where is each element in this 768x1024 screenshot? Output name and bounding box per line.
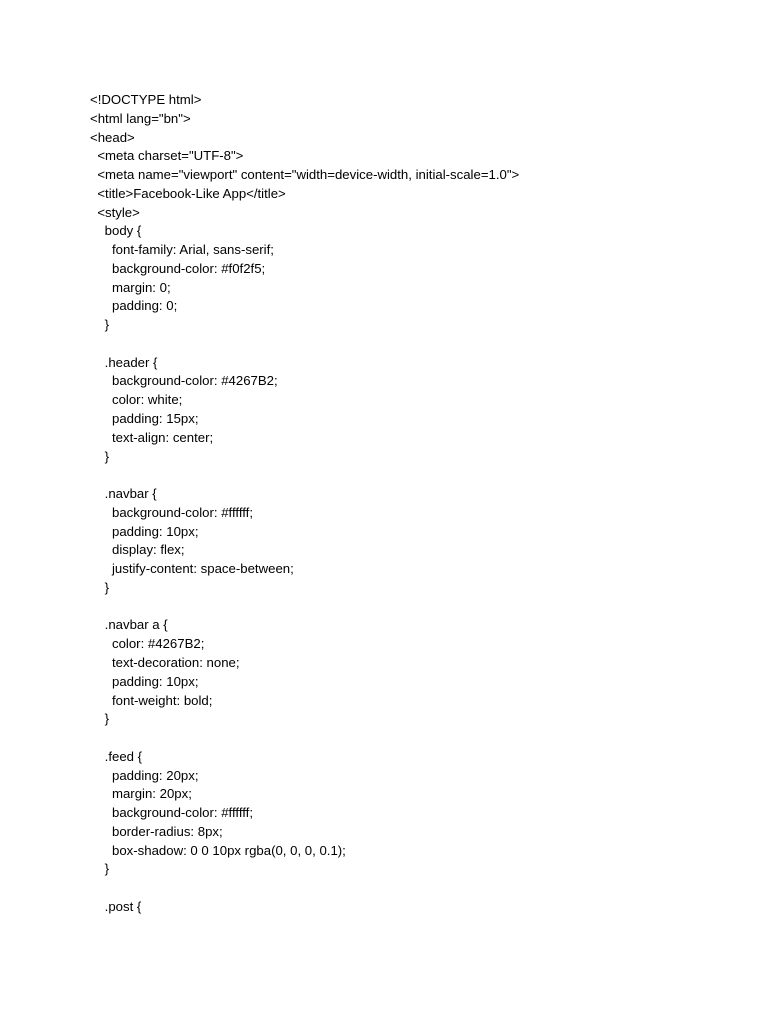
code-line: .navbar { bbox=[90, 486, 157, 502]
code-line: background-color: #ffffff; bbox=[90, 504, 253, 520]
code-line bbox=[90, 598, 730, 617]
code-line: padding: 20px; bbox=[90, 767, 199, 783]
code-line: border-radius: 8px; bbox=[90, 823, 223, 839]
code-line: color: white; bbox=[90, 392, 183, 408]
code-line: } bbox=[90, 579, 110, 595]
code-line: font-weight: bold; bbox=[90, 692, 213, 708]
code-line: padding: 15px; bbox=[90, 411, 199, 427]
code-line bbox=[90, 466, 730, 485]
code-line: text-decoration: none; bbox=[90, 654, 240, 670]
code-line: padding: 0; bbox=[90, 298, 178, 314]
code-line: margin: 20px; bbox=[90, 786, 192, 802]
code-line: background-color: #4267B2; bbox=[90, 373, 278, 389]
code-line: padding: 10px; bbox=[90, 523, 199, 539]
code-line: box-shadow: 0 0 10px rgba(0, 0, 0, 0.1); bbox=[90, 842, 346, 858]
code-line: } bbox=[90, 711, 110, 727]
code-line bbox=[90, 879, 730, 898]
code-line: } bbox=[90, 317, 110, 333]
code-line: .navbar a { bbox=[90, 617, 168, 633]
code-line: <!DOCTYPE html> bbox=[90, 92, 202, 107]
code-line bbox=[90, 729, 730, 748]
code-line: background-color: #ffffff; bbox=[90, 805, 253, 821]
code-line: background-color: #f0f2f5; bbox=[90, 260, 266, 276]
code-line: justify-content: space-between; bbox=[90, 561, 294, 577]
code-line: .post { bbox=[90, 898, 142, 914]
code-line: <head> bbox=[90, 129, 135, 145]
code-line: text-align: center; bbox=[90, 429, 214, 445]
code-line: } bbox=[90, 448, 110, 464]
code-line: <style> bbox=[90, 204, 140, 220]
code-line bbox=[90, 335, 730, 354]
code-line: <meta name="viewport" content="width=device-width, initial-scale=1.0"> bbox=[90, 167, 520, 183]
code-line: font-family: Arial, sans-serif; bbox=[90, 242, 274, 258]
code-line: body { bbox=[90, 223, 142, 239]
code-line: .feed { bbox=[90, 748, 143, 764]
code-line: <title>Facebook-Like App</title> bbox=[90, 185, 286, 201]
code-line: <html lang="bn"> bbox=[90, 110, 191, 126]
code-listing bbox=[90, 91, 730, 917]
code-line: color: #4267B2; bbox=[90, 636, 205, 652]
code-line: display: flex; bbox=[90, 542, 185, 558]
code-line: .header { bbox=[90, 354, 158, 370]
code-line: padding: 10px; bbox=[90, 673, 199, 689]
code-line: margin: 0; bbox=[90, 279, 171, 295]
code-line: } bbox=[90, 861, 110, 877]
code-line: <meta charset="UTF-8"> bbox=[90, 148, 244, 164]
